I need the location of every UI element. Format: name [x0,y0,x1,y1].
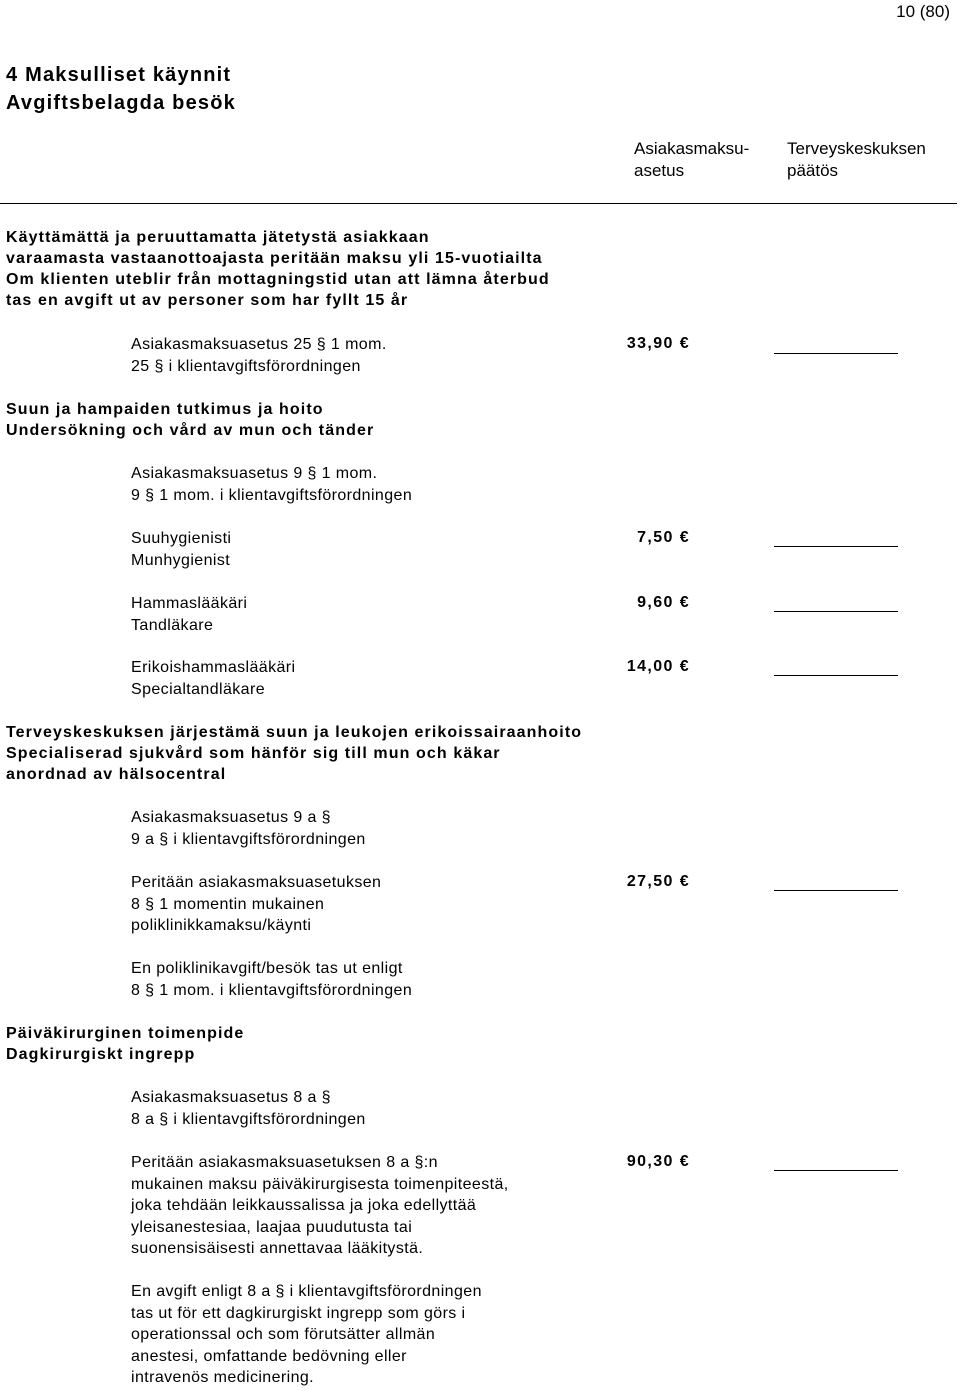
page-number: 10 (80) [896,2,950,21]
description-line: 8 § 1 mom. i klientavgiftsförordningen [131,981,413,999]
description-line: intravenös medicinering. [131,1369,315,1386]
regulation-line: 25 § i klientavgiftsförordningen [131,357,361,375]
description-line: operationssal och som förutsätter allmän [131,1326,436,1343]
regulation-line: Asiakasmaksuasetus 8 a § [131,1089,331,1106]
description-line: Peritään asiakasmaksuasetuksen 8 a §:n [131,1154,438,1171]
description-line: anestesi, omfattande bedövning eller [131,1347,407,1365]
decision-blank-line [774,611,898,612]
fee-amount: 9,60 € [637,594,690,611]
section-title-line: Suun ja hampaiden tutkimus ja hoito [6,401,324,418]
description-line: mukainen maksu päiväkirurgisesta toimenpiteestä, [131,1175,509,1193]
regulation-line: Asiakasmaksuasetus 25 § 1 mom. [131,336,387,353]
fee-description-fi [131,1152,509,1260]
column-header-regulation [634,138,749,182]
section-title-line: tas en avgift ut av personer som har fyllt 15 år [6,292,409,309]
description-line: 8 § 1 momentin mukainen [131,895,325,913]
decision-blank-line [774,546,898,547]
section-title-line: Om klienten uteblir från mottagningstid utan att lämna återbud [6,271,550,288]
fee-description-sv [131,958,412,1001]
decision-blank-line [774,1170,898,1171]
description-line: En avgift enligt 8 a § i klientavgiftsförordningen [131,1283,482,1300]
fee-item-sv: Tandläkare [131,616,214,634]
regulation-line: Asiakasmaksuasetus 9 § 1 mom. [131,465,378,482]
description-line: suonensisäisesti annettavaa lääkitystä. [131,1240,424,1257]
section-title-no-show-fee [6,227,550,311]
description-line: poliklinikkamaksu/käynti [131,917,312,934]
section-title-line: anordnad av hälsocentral [6,766,227,783]
fee-item-fi: Erikoishammaslääkäri [131,659,296,676]
column-header-decision-line2: päätös [787,161,839,180]
column-header-regulation-line2: asetus [634,161,685,180]
section-title-line: Käyttämättä ja peruuttamatta jätetystä asiakkaan [6,229,430,246]
description-line: Peritään asiakasmaksuasetuksen [131,874,382,891]
regulation-reference [131,334,387,377]
fee-amount: 90,30 € [626,1153,690,1170]
section-title-line: Undersökning och vård av mun och tänder [6,422,375,439]
description-line: tas ut för ett dagkirurgiskt ingrepp som görs i [131,1304,466,1322]
fee-item-sv: Specialtandläkare [131,680,265,698]
decision-blank-line [774,675,898,676]
section-title-line: Päiväkirurginen toimenpide [6,1025,245,1042]
decision-blank-line [774,353,898,354]
column-header-regulation-line1: Asiakasmaksu- [634,139,750,158]
description-line: yleisanestesiaa, laajaa puudutusta tai [131,1218,413,1236]
regulation-line: Asiakasmaksuasetus 9 a § [131,809,331,826]
fee-description-fi [131,872,381,937]
header-divider [0,203,957,204]
column-header-decision-line1: Terveyskeskuksen [787,139,926,158]
decision-blank-line [774,890,898,891]
fee-item-specialist-dentist [131,657,296,700]
description-line: En poliklinikavgift/besök tas ut enligt [131,960,403,977]
fee-item-fi: Hammaslääkäri [131,595,248,612]
regulation-line: 8 a § i klientavgiftsförordningen [131,1110,366,1128]
section-title-day-surgery [6,1023,244,1065]
regulation-reference [131,463,412,506]
fee-description-sv [131,1281,482,1389]
section-title-oral-specialist-care [6,722,582,785]
section-title-line: Terveyskeskuksen järjestämä suun ja leukojen erikoissairaanhoito [6,724,583,741]
fee-item-fi: Suuhygienisti [131,530,232,547]
fee-amount: 14,00 € [626,658,690,675]
section-title-dental-care [6,399,374,441]
description-line: joka tehdään leikkaussalissa ja joka edellyttää [131,1197,477,1214]
fee-amount: 7,50 € [637,529,690,546]
chapter-heading-fi: 4 Maksulliset käynnit [6,64,232,86]
fee-item-sv: Munhygienist [131,551,231,569]
regulation-line: 9 a § i klientavgiftsförordningen [131,830,366,848]
fee-item-dental-hygienist [131,528,231,571]
fee-item-dentist [131,593,247,636]
regulation-reference [131,1087,366,1130]
section-title-line: Specialiserad sjukvård som hänför sig till mun och käkar [6,745,501,762]
fee-amount: 27,50 € [626,873,690,890]
chapter-heading-sv: Avgiftsbelagda besök [6,92,236,114]
regulation-reference [131,807,366,850]
column-header-decision [787,138,926,182]
fee-amount: 33,90 € [626,335,690,352]
section-title-line: varaamasta vastaanottoajasta peritään maksu yli 15-vuotiailta [6,250,543,267]
section-title-line: Dagkirurgiskt ingrepp [6,1046,196,1063]
regulation-line: 9 § 1 mom. i klientavgiftsförordningen [131,486,413,504]
